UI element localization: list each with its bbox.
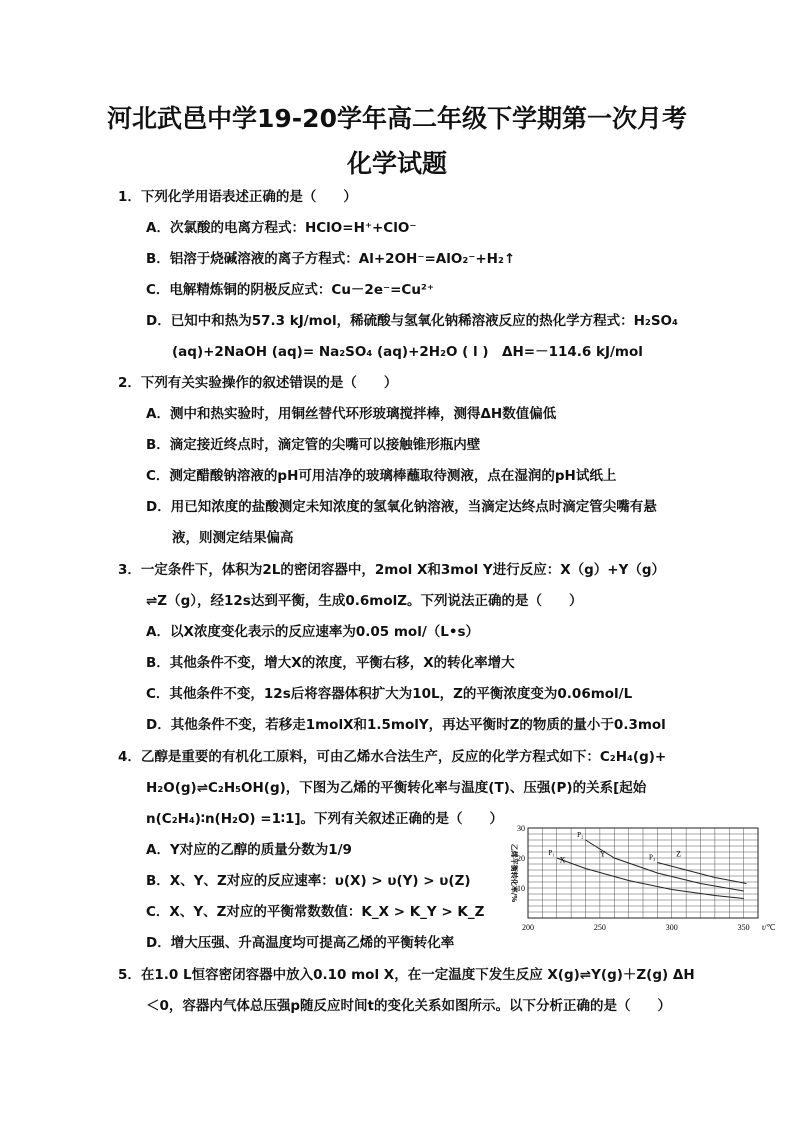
q4-option-b: B．X、Y、Z对应的反应速率：υ(X) > υ(Y) > υ(Z) <box>146 873 471 889</box>
q3-stem-line2: ⇌Z（g），经12s达到平衡，生成0.6molZ。下列说法正确的是（ ） <box>146 593 583 609</box>
q2-stem: 2．下列有关实验操作的叙述错误的是（ ） <box>118 375 398 391</box>
series-label: P₂ <box>577 831 584 839</box>
q2-option-d-line2: 液，则测定结果偏高 <box>172 530 294 546</box>
q3-stem-line1: 3．一定条件下，体积为2L的密闭容器中，2mol X和3mol Y进行反应：X（g）+Y（g） <box>118 562 666 578</box>
y-tick-label: 10 <box>517 884 525 893</box>
q1-stem: 1．下列化学用语表述正确的是（ ） <box>118 189 357 205</box>
q4-stem-line1: 4．乙醇是重要的有机化工原料，可由乙烯水合法生产，反应的化学方程式如下：C₂H₄(g)+ <box>118 749 667 765</box>
q4-option-c: C．X、Y、Z对应的平衡常数数值：K_X > K_Y > K_Z <box>146 904 485 920</box>
series-label: P₃ <box>649 853 656 862</box>
q2-option-b: B．滴定接近终点时，滴定管的尖嘴可以接触锥形瓶内壁 <box>146 437 481 453</box>
q3-option-d: D．其他条件不变，若移走1molX和1.5molY，再达平衡时Z的物质的量小于0.3mol <box>146 717 666 733</box>
q1-option-d-line2: (aq)+2NaOH (aq)= Na₂SO₄ (aq)+2H₂O ( l ) ΔH=－114.6 kJ/mol <box>172 344 643 360</box>
q4-stem-line2: H₂O(g)⇌C₂H₅OH(g)，下图为乙烯的平衡转化率与温度(T)、压强(P)的关系[起始 <box>146 780 647 796</box>
q4-option-a: A．Y对应的乙醇的质量分数为1/9 <box>146 842 352 858</box>
series-label: P₁ <box>548 849 555 857</box>
point-label: X <box>559 855 566 865</box>
q2-option-a: A．测中和热实验时，用铜丝替代环形玻璃搅拌棒，测得ΔH数值偏低 <box>146 406 557 422</box>
x-tick-label: 250 <box>593 923 606 932</box>
q3-option-a: A．以X浓度变化表示的反应速率为0.05 mol/（L•s） <box>146 624 480 640</box>
q1-option-a: A．次氯酸的电离方程式：HClO=H⁺+ClO⁻ <box>146 220 417 236</box>
q4-stem-line3: n(C₂H₄)∶n(H₂O) =1∶1]。下列有关叙述正确的是（ ） <box>146 811 504 827</box>
exam-subtitle: 化学试题 <box>346 149 447 178</box>
q1-option-d-line1: D．已知中和热为57.3 kJ/mol，稀硫酸与氢氧化钠稀溶液反应的热化学方程式：H₂SO₄ <box>146 313 678 329</box>
q1-option-b: B．铝溶于烧碱溶液的离子方程式：Al+2OH⁻=AlO₂⁻+H₂↑ <box>146 251 516 267</box>
q5-stem-line1: 5．在1.0 L恒容密闭容器中放入0.10 mol X，在一定温度下发生反应 X(g)⇌Y(g)＋Z(g) ΔH <box>118 967 695 983</box>
conversion-chart <box>500 822 776 940</box>
y-axis-label: 乙烯平衡转化率/% <box>510 843 518 903</box>
point-label: Z <box>676 849 681 859</box>
q4-option-d: D．增大压强、升高温度均可提高乙烯的平衡转化率 <box>146 935 455 951</box>
q3-option-c: C．其他条件不变，12s后将容器体积扩大为10L，Z的平衡浓度变为0.06mol/L <box>146 686 633 702</box>
x-axis-label: t/℃ <box>762 923 776 932</box>
series-line <box>657 863 746 884</box>
q3-option-b: B．其他条件不变，增大X的浓度，平衡右移，X的转化率增大 <box>146 655 515 671</box>
exam-title: 河北武邑中学19-20学年高二年级下学期第一次月考 <box>107 104 687 133</box>
q1-option-c: C．电解精炼铜的阴极反应式：Cu－2e⁻=Cu²⁺ <box>146 282 434 298</box>
x-tick-label: 200 <box>522 923 534 932</box>
q2-option-c: C．测定醋酸钠溶液的pH可用洁净的玻璃棒蘸取待测液，点在湿润的pH试纸上 <box>146 468 617 484</box>
y-tick-label: 20 <box>517 854 525 863</box>
x-tick-label: 300 <box>665 923 678 932</box>
y-tick-label: 30 <box>517 824 525 833</box>
q5-stem-line2: ＜0，容器内气体总压强p随反应时间t的变化关系如图所示。以下分析正确的是（ ） <box>146 998 672 1014</box>
series-line <box>586 840 744 891</box>
point-label: Y <box>599 849 606 859</box>
q2-option-d-line1: D．用已知浓度的盐酸测定未知浓度的氢氧化钠溶液，当滴定达终点时滴定管尖嘴有悬 <box>146 499 657 515</box>
x-tick-label: 350 <box>737 923 750 932</box>
